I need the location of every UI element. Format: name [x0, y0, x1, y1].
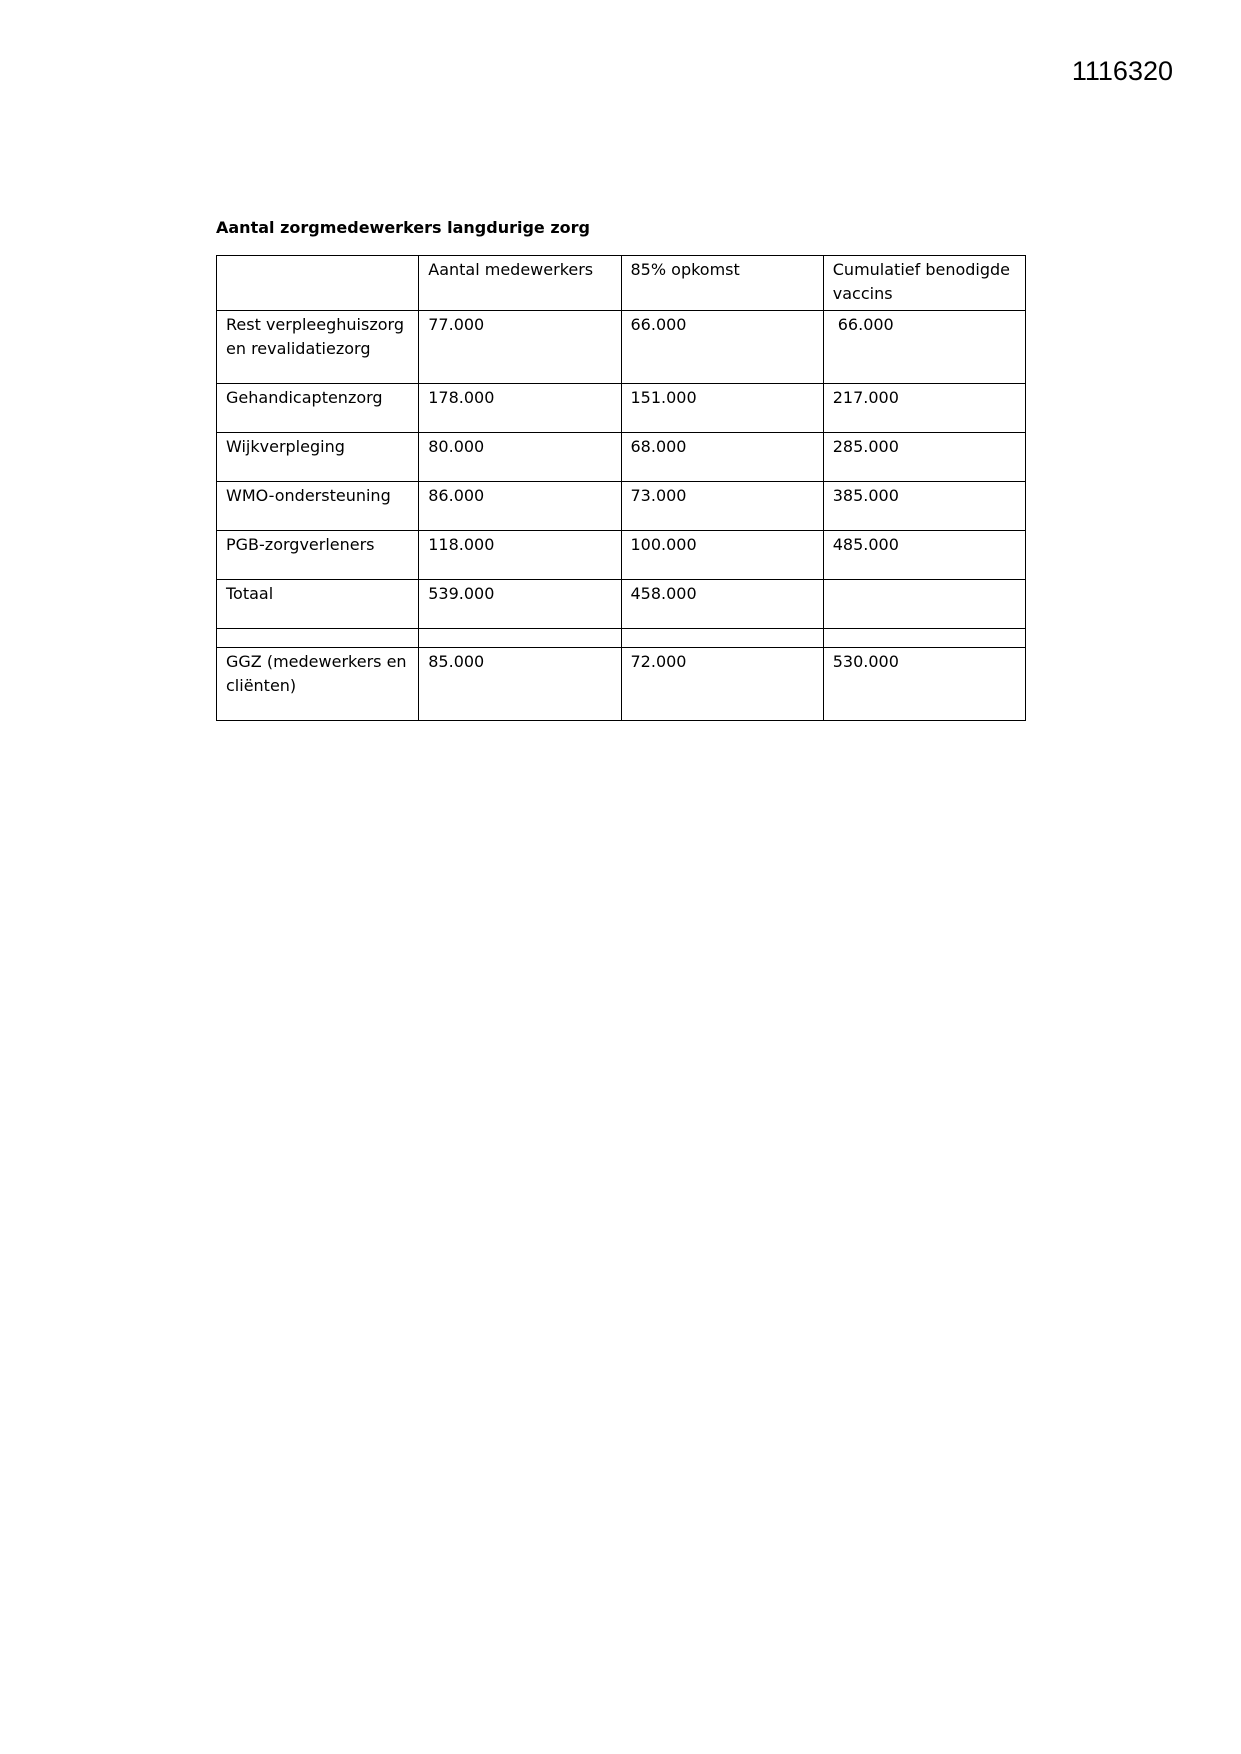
header-cell-medewerkers: Aantal medewerkers	[419, 256, 621, 311]
cell-opkomst: 73.000	[621, 482, 823, 531]
cell-cumulatief: 530.000	[823, 648, 1025, 721]
cell-medewerkers: 80.000	[419, 433, 621, 482]
cell-opkomst: 151.000	[621, 384, 823, 433]
table-row-total	[217, 580, 1026, 629]
cell-category: PGB-zorgverleners	[217, 531, 419, 580]
table-row	[217, 384, 1026, 433]
table-header-row	[217, 256, 1026, 311]
cell-cumulatief: 385.000	[823, 482, 1025, 531]
document-number: 1116320	[1071, 56, 1173, 86]
table-row	[217, 482, 1026, 531]
cell-opkomst	[621, 629, 823, 648]
table-row	[217, 433, 1026, 482]
cell-category: GGZ (medewerkers en cliënten)	[217, 648, 419, 721]
cell-opkomst: 100.000	[621, 531, 823, 580]
table-row	[217, 531, 1026, 580]
cell-category	[217, 629, 419, 648]
care-workers-table	[216, 255, 1026, 721]
table-title: Aantal zorgmedewerkers langdurige zorg	[216, 218, 590, 237]
cell-cumulatief: 66.000	[823, 311, 1025, 384]
cell-medewerkers: 85.000	[419, 648, 621, 721]
table-row	[217, 311, 1026, 384]
cell-category: Wijkverpleging	[217, 433, 419, 482]
cell-medewerkers: 86.000	[419, 482, 621, 531]
cell-cumulatief: 485.000	[823, 531, 1025, 580]
cell-cumulatief	[823, 580, 1025, 629]
cell-category: WMO-ondersteuning	[217, 482, 419, 531]
cell-cumulatief	[823, 629, 1025, 648]
cell-medewerkers: 539.000	[419, 580, 621, 629]
header-cell-opkomst: 85% opkomst	[621, 256, 823, 311]
header-cell-cumulatief: Cumulatief benodigde vaccins	[823, 256, 1025, 311]
cell-medewerkers: 178.000	[419, 384, 621, 433]
cell-opkomst: 68.000	[621, 433, 823, 482]
cell-opkomst: 72.000	[621, 648, 823, 721]
cell-opkomst: 66.000	[621, 311, 823, 384]
cell-medewerkers	[419, 629, 621, 648]
cell-cumulatief: 285.000	[823, 433, 1025, 482]
cell-category: Totaal	[217, 580, 419, 629]
cell-category: Rest verpleeghuiszorg en revalidatiezorg	[217, 311, 419, 384]
cell-medewerkers: 118.000	[419, 531, 621, 580]
table-row	[217, 648, 1026, 721]
cell-medewerkers: 77.000	[419, 311, 621, 384]
table-row-empty	[217, 629, 1026, 648]
cell-opkomst: 458.000	[621, 580, 823, 629]
cell-category: Gehandicaptenzorg	[217, 384, 419, 433]
header-cell-category	[217, 256, 419, 311]
cell-cumulatief: 217.000	[823, 384, 1025, 433]
